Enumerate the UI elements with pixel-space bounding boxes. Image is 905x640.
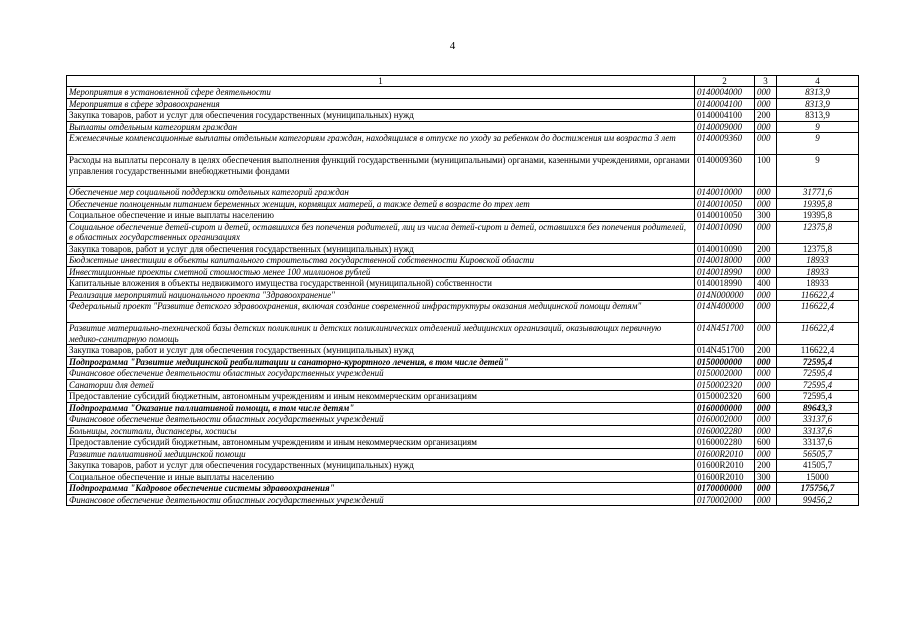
table-row [67,471,859,483]
row-code-cell: 0160002000 [695,414,755,426]
row-expense-type-cell: 000 [755,87,777,99]
row-expense-type-cell: 000 [755,198,777,210]
table-row [67,266,859,278]
table-row [67,368,859,380]
row-name-cell: Социальное обеспечение и иные выплаты населению [67,471,695,483]
row-name-cell: Предоставление субсидий бюджетным, автономным учреждениям и иным некоммерческим организациям [67,391,695,403]
table-row [67,301,859,323]
row-amount-cell: 31771,6 [777,187,859,199]
table-row [67,289,859,301]
row-code-cell: 0160002280 [695,425,755,437]
row-expense-type-cell: 000 [755,133,777,155]
row-code-cell: 0150002320 [695,379,755,391]
header-col-4: 4 [777,76,859,87]
row-name-cell: Предоставление субсидий бюджетным, автономным учреждениям и иным некоммерческим организациям [67,437,695,449]
row-name-cell: Санатории для детей [67,379,695,391]
row-amount-cell: 15000 [777,471,859,483]
row-name-cell: Подпрограмма "Оказание паллиативной помощи, в том числе детям" [67,402,695,414]
row-amount-cell: 9 [777,155,859,187]
table-row [67,402,859,414]
row-expense-type-cell: 200 [755,110,777,122]
row-name-cell: Мероприятия в установленной сфере деятельности [67,87,695,99]
header-col-1: 1 [67,76,695,87]
table-row [67,356,859,368]
row-code-cell: 0160000000 [695,402,755,414]
row-expense-type-cell: 000 [755,121,777,133]
row-expense-type-cell: 000 [755,448,777,460]
row-code-cell: 0140004100 [695,110,755,122]
table-row [67,391,859,403]
row-code-cell: 0140018000 [695,255,755,267]
row-name-cell: Развитие материально-технической базы детских поликлиник и детских поликлинических отделений медицинских организаций, оказывающих первичную медико-санитарную помощь [67,323,695,345]
row-amount-cell: 56505,7 [777,448,859,460]
table-row [67,323,859,345]
row-code-cell: 01600R2010 [695,471,755,483]
row-name-cell: Социальное обеспечение и иные выплаты населению [67,210,695,222]
table-row [67,414,859,426]
row-name-cell: Финансовое обеспечение деятельности областных государственных учреждений [67,368,695,380]
row-expense-type-cell: 000 [755,483,777,495]
row-amount-cell: 99456,2 [777,494,859,506]
table-row [67,448,859,460]
row-code-cell: 0140009360 [695,133,755,155]
row-amount-cell: 89643,3 [777,402,859,414]
row-name-cell: Обеспечение мер социальной поддержки отдельных категорий граждан [67,187,695,199]
table-body [67,87,859,506]
row-name-cell: Подпрограмма "Развитие медицинской реабилитации и санаторно-курортного лечения, в том числе детей" [67,356,695,368]
row-amount-cell: 19395,8 [777,210,859,222]
row-name-cell: Закупка товаров, работ и услуг для обеспечения государственных (муниципальных) нужд [67,345,695,357]
row-name-cell: Расходы на выплаты персоналу в целях обеспечения выполнения функций государственными (муниципальными) органами, казенными учреждениями, органами управления государственными внебюджетными фондами [67,155,695,187]
row-code-cell: 014N451700 [695,323,755,345]
table-row [67,98,859,110]
row-expense-type-cell: 000 [755,98,777,110]
table-row [67,243,859,255]
row-code-cell: 0140010050 [695,210,755,222]
row-name-cell: Развитие паллиативной медицинской помощи [67,448,695,460]
row-amount-cell: 8313,9 [777,87,859,99]
row-code-cell: 0150002000 [695,368,755,380]
row-amount-cell: 72595,4 [777,368,859,380]
row-name-cell: Федеральный проект "Развитие детского здравоохранения, включая создание современной инфраструктуры оказания медицинской помощи детям" [67,301,695,323]
row-amount-cell: 18933 [777,266,859,278]
row-amount-cell: 18933 [777,255,859,267]
row-name-cell: Обеспечение полноценным питанием беременных женщин, кормящих матерей, а также детей в возрасте до трех лет [67,198,695,210]
row-code-cell: 0140009360 [695,155,755,187]
row-amount-cell: 72595,4 [777,379,859,391]
table-row [67,87,859,99]
table-row [67,187,859,199]
row-amount-cell: 116622,4 [777,289,859,301]
row-code-cell: 01600R2010 [695,460,755,472]
row-name-cell: Реализация мероприятий национального проекта "Здравоохранение" [67,289,695,301]
row-name-cell: Финансовое обеспечение деятельности областных государственных учреждений [67,414,695,426]
table-row [67,133,859,155]
row-amount-cell: 9 [777,121,859,133]
row-expense-type-cell: 000 [755,221,777,243]
row-expense-type-cell: 200 [755,345,777,357]
row-amount-cell: 9 [777,133,859,155]
row-expense-type-cell: 000 [755,425,777,437]
row-amount-cell: 8313,9 [777,110,859,122]
row-name-cell: Мероприятия в сфере здравоохранения [67,98,695,110]
table-row [67,483,859,495]
row-code-cell: 014N000000 [695,289,755,301]
row-code-cell: 0140018990 [695,278,755,290]
row-name-cell: Социальное обеспечение детей-сирот и детей, оставшихся без попечения родителей, лиц из числа детей-сирот и детей, оставшихся без попечения родителей, в областных государственных организациях [67,221,695,243]
row-name-cell: Финансовое обеспечение деятельности областных государственных учреждений [67,494,695,506]
budget-table [66,75,859,506]
row-amount-cell: 33137,6 [777,414,859,426]
row-name-cell: Инвестиционные проекты сметной стоимостью менее 100 миллионов рублей [67,266,695,278]
row-expense-type-cell: 000 [755,356,777,368]
row-expense-type-cell: 000 [755,266,777,278]
row-code-cell: 01600R2010 [695,448,755,460]
row-expense-type-cell: 000 [755,255,777,267]
row-amount-cell: 175756,7 [777,483,859,495]
row-amount-cell: 116622,4 [777,301,859,323]
row-code-cell: 0140010090 [695,221,755,243]
row-expense-type-cell: 200 [755,460,777,472]
row-expense-type-cell: 200 [755,243,777,255]
row-code-cell: 0160002280 [695,437,755,449]
table-row [67,345,859,357]
header-col-3: 3 [755,76,777,87]
row-code-cell: 0140004000 [695,87,755,99]
table-row [67,437,859,449]
table-row [67,278,859,290]
row-name-cell: Закупка товаров, работ и услуг для обеспечения государственных (муниципальных) нужд [67,243,695,255]
table-row [67,155,859,187]
row-expense-type-cell: 300 [755,210,777,222]
row-expense-type-cell: 000 [755,301,777,323]
row-name-cell: Выплаты отдельным категориям граждан [67,121,695,133]
row-expense-type-cell: 000 [755,323,777,345]
page-number: 4 [449,40,456,52]
table-row [67,494,859,506]
row-amount-cell: 72595,4 [777,356,859,368]
row-amount-cell: 12375,8 [777,243,859,255]
row-amount-cell: 116622,4 [777,323,859,345]
row-expense-type-cell: 600 [755,437,777,449]
row-amount-cell: 41505,7 [777,460,859,472]
row-code-cell: 0170000000 [695,483,755,495]
row-expense-type-cell: 100 [755,155,777,187]
row-expense-type-cell: 000 [755,494,777,506]
row-amount-cell: 116622,4 [777,345,859,357]
table-row [67,460,859,472]
row-amount-cell: 12375,8 [777,221,859,243]
table-row [67,255,859,267]
row-amount-cell: 33137,6 [777,437,859,449]
row-expense-type-cell: 000 [755,289,777,301]
row-code-cell: 014N400000 [695,301,755,323]
table-row [67,210,859,222]
table-row [67,121,859,133]
row-name-cell: Капитальные вложения в объекты недвижимого имущества государственной (муниципальной) собственности [67,278,695,290]
row-code-cell: 0150002320 [695,391,755,403]
table-row [67,379,859,391]
header-col-2: 2 [695,76,755,87]
row-amount-cell: 18933 [777,278,859,290]
table-header-row [67,76,859,87]
row-amount-cell: 8313,9 [777,98,859,110]
row-amount-cell: 33137,6 [777,425,859,437]
table-row [67,198,859,210]
row-expense-type-cell: 000 [755,187,777,199]
row-code-cell: 0140010050 [695,198,755,210]
row-amount-cell: 19395,8 [777,198,859,210]
row-code-cell: 0140018990 [695,266,755,278]
row-code-cell: 0140010090 [695,243,755,255]
row-code-cell: 0140010000 [695,187,755,199]
row-expense-type-cell: 000 [755,368,777,380]
row-code-cell: 0150000000 [695,356,755,368]
table-row [67,425,859,437]
row-name-cell: Закупка товаров, работ и услуг для обеспечения государственных (муниципальных) нужд [67,460,695,472]
table-row [67,110,859,122]
row-code-cell: 0140009000 [695,121,755,133]
row-code-cell: 0170002000 [695,494,755,506]
table-row [67,221,859,243]
row-code-cell: 0140004100 [695,98,755,110]
row-name-cell: Закупка товаров, работ и услуг для обеспечения государственных (муниципальных) нужд [67,110,695,122]
row-name-cell: Больницы, госпитали, диспансеры, хосписы [67,425,695,437]
row-expense-type-cell: 000 [755,414,777,426]
row-name-cell: Бюджетные инвестиции в объекты капитального строительства государственной собственности Кировской области [67,255,695,267]
row-expense-type-cell: 000 [755,402,777,414]
row-expense-type-cell: 400 [755,278,777,290]
row-expense-type-cell: 600 [755,391,777,403]
row-name-cell: Подпрограмма "Кадровое обеспечение системы здравоохранения" [67,483,695,495]
row-code-cell: 014N451700 [695,345,755,357]
row-name-cell: Ежемесячные компенсационные выплаты отдельным категориям граждан, находящимся в отпуске по уходу за ребенком до достижения им возраста 3 лет [67,133,695,155]
row-expense-type-cell: 300 [755,471,777,483]
row-expense-type-cell: 000 [755,379,777,391]
row-amount-cell: 72595,4 [777,391,859,403]
